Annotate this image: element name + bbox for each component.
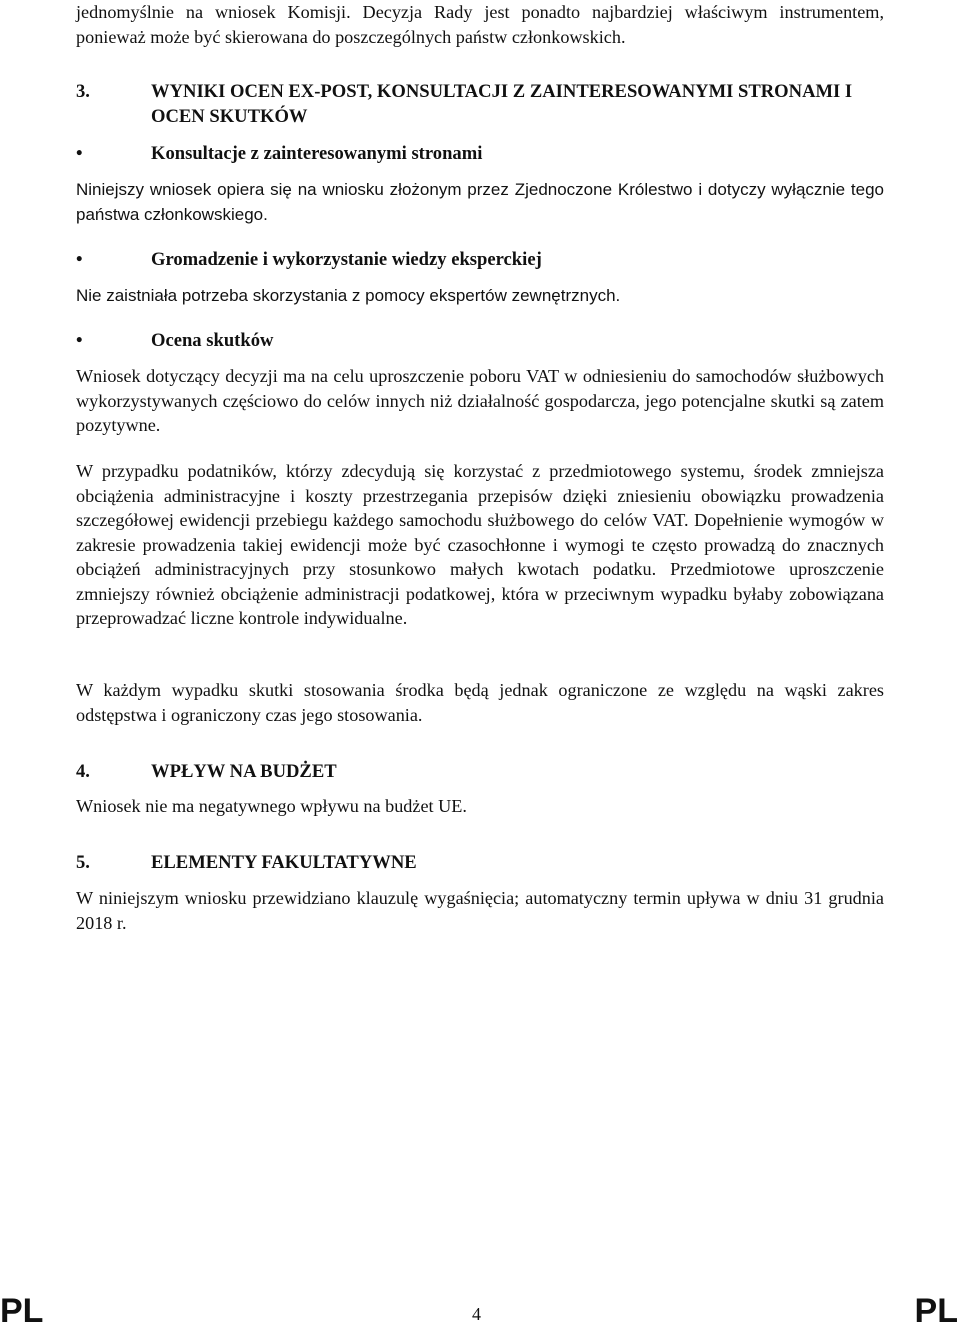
section-4-heading bbox=[76, 760, 884, 785]
intro-paragraph: jednomyślnie na wniosek Komisji. Decyzja Rady jest ponadto najbardziej właściwym instrumentem, ponieważ może być skierowana do poszczególnych państw członkowskich. bbox=[76, 2, 884, 47]
footer-language-left: PL bbox=[0, 1292, 44, 1330]
section-4-number: 4. bbox=[76, 761, 90, 782]
impact-paragraph-3: W każdym wypadku skutki stosowania środka będą jednak ograniczone ze względu na wąski zakres odstępstwa i ograniczony czas jego stosowania. bbox=[76, 680, 884, 725]
section-3-title: WYNIKI OCEN EX-POST, KONSULTACJI Z ZAINTERESOWANYMI STRONAMI I OCEN SKUTKÓW bbox=[151, 81, 853, 127]
footer-language-right: PL bbox=[914, 1292, 958, 1330]
subsection-impact-heading bbox=[76, 329, 884, 353]
bullet-icon: • bbox=[76, 143, 83, 164]
section-5-title: ELEMENTY FAKULTATYWNE bbox=[151, 852, 417, 873]
subsection-consultations-title: Konsultacje z zainteresowanymi stronami bbox=[151, 143, 483, 164]
page-number: 4 bbox=[472, 1304, 481, 1324]
subsection-consultations-heading bbox=[76, 142, 884, 166]
expertise-paragraph: Nie zaistniała potrzeba skorzystania z pomocy ekspertów zewnętrznych. bbox=[76, 286, 621, 305]
impact-paragraph-2: W przypadku podatników, którzy zdecydują się korzystać z przedmiotowego systemu, środek zmniejsza obciążenia administracyjne i koszty przestrzegania przepisów dzięki zniesieniu obowiązku prowadzenia szczegółowej ewidencji przebiegu każdego samochodu służbowego do celów VAT. Dopełnienie wymogów w zakresie prowadzenia takiej ewidencji może być czasochłonne i wymogi te często prowadzą do znacznych obciążeń administracyjnych przy stosunkowo małych kwotach podatku. Przedmiotowe uproszczenie zmniejszy również obciążenie administracji podatkowej, która w przeciwnym wypadku byłaby zobowiązana przeprowadzać liczne kontrole indywidualne. bbox=[76, 461, 884, 628]
subsection-expertise-heading bbox=[76, 248, 884, 272]
consultations-paragraph: Niniejszy wniosek opiera się na wniosku złożonym przez Zjednoczone Królestwo i dotyczy wyłącznie tego państwa członkowskiego. bbox=[76, 180, 884, 224]
subsection-impact-title: Ocena skutków bbox=[151, 330, 274, 351]
subsection-expertise-title: Gromadzenie i wykorzystanie wiedzy eksperckiej bbox=[151, 249, 542, 270]
section-3-number: 3. bbox=[76, 81, 90, 102]
impact-paragraph-1: Wniosek dotyczący decyzji ma na celu uproszczenie poboru VAT w odniesieniu do samochodów służbowych wykorzystywanych częściowo do celów innych niż działalność gospodarcza, jego potencjalne skutki są zatem pozytywne. bbox=[76, 366, 884, 435]
bullet-icon: • bbox=[76, 330, 83, 351]
section-5-number: 5. bbox=[76, 852, 90, 873]
section-3-heading bbox=[76, 80, 884, 129]
bullet-icon: • bbox=[76, 249, 83, 270]
section-5-heading bbox=[76, 851, 884, 876]
optional-elements-paragraph: W niniejszym wniosku przewidziano klauzulę wygaśnięcia; automatyczny termin upływa w dniu 31 grudnia 2018 r. bbox=[76, 888, 884, 933]
section-4-title: WPŁYW NA BUDŻET bbox=[151, 761, 337, 782]
budget-paragraph: Wniosek nie ma negatywnego wpływu na budżet UE. bbox=[76, 796, 467, 816]
